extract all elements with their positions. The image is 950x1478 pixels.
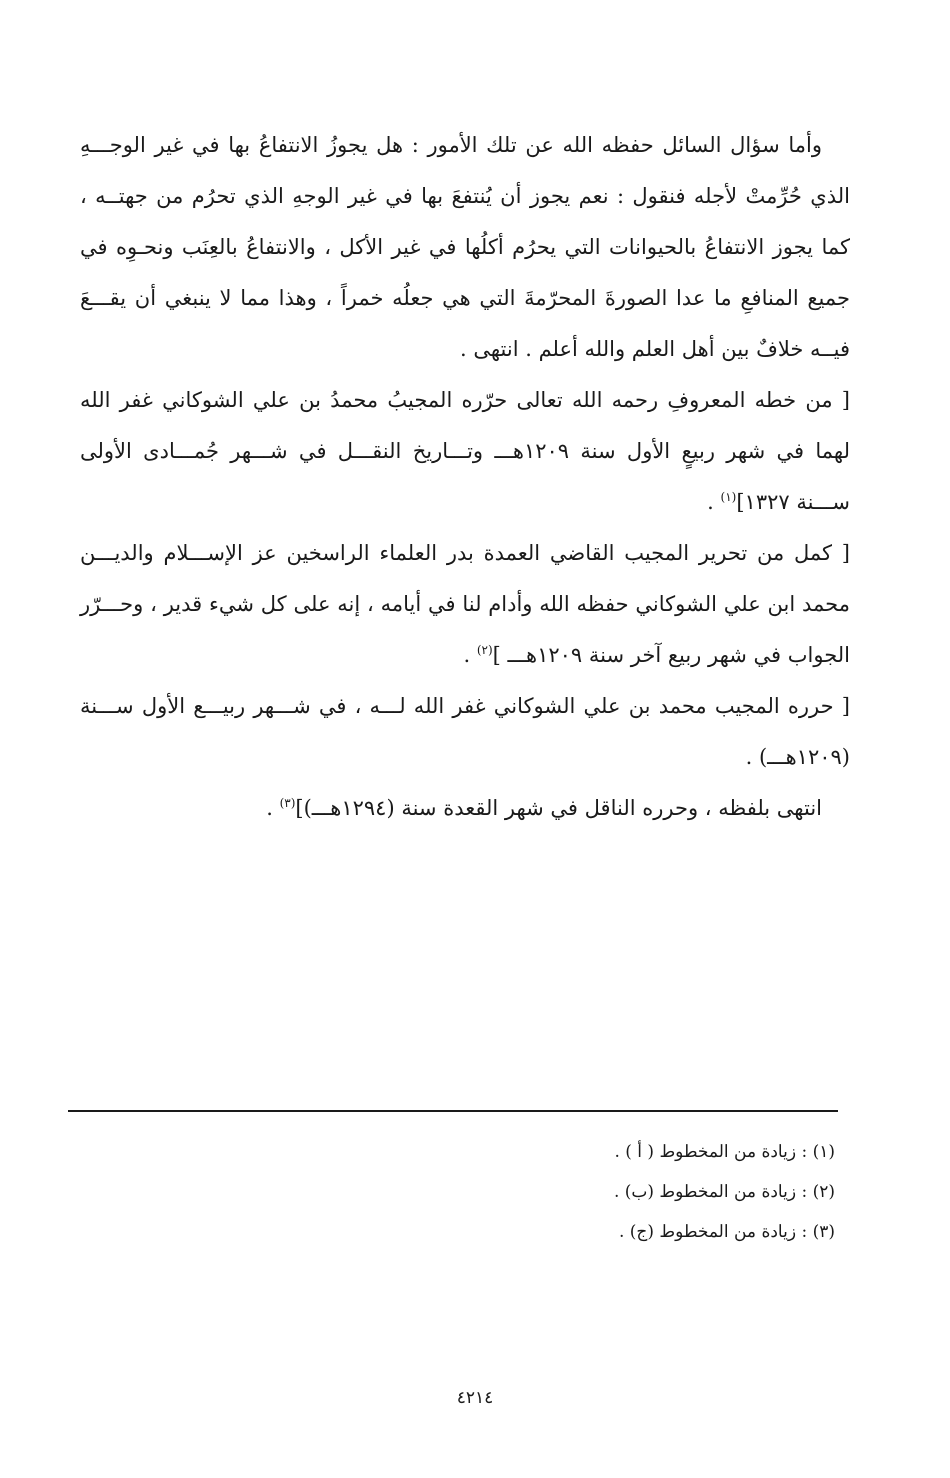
footnote-3: (٣) : زيادة من المخطوط (ج) .: [618, 1222, 835, 1242]
closing-text: انتهى بلفظه ، وحرره الناقل في شهر القعدة سنة (١٢٩٤هـــ)]: [295, 796, 822, 820]
source-note-1-period: .: [707, 490, 721, 514]
page-number: ٤٢١٤: [456, 1388, 494, 1408]
source-note-2-period: .: [463, 643, 477, 667]
closing-period: .: [266, 796, 280, 820]
footnote-ref-3[interactable]: (٣): [279, 796, 296, 810]
paragraph-source-note-3: [80, 681, 850, 783]
paragraph-answer-text: وأما سؤال السائل حفظه الله عن تلك الأمور : هل يجوزُ الانتفاعُ بها في غير الوجـــهِ الذي حُرِّمتْ لأجله فنقول : نعم يجوز أن يُنتفعَ بها في غير الوجهِ الذي تحرُم من جهتــه ، كما يجوز الانتفاعُ بالحيوانات التي يحرُم أكلُها في غير الأكل ، والانتفاعُ بالعِنَب ونحـوِه في جميع المنافعِ ما عدا الصورةَ المحرّمةَ التي هي جعلُه خمراً ، وهذا مما لا ينبغي أن يقـــعَ فيــه خلافٌ بين أهل العلم والله أعلم . انتهى .: [80, 133, 850, 361]
footnote-separator: [68, 1110, 838, 1112]
paragraph-source-note-2: [80, 528, 850, 681]
footnote-ref-1[interactable]: (١): [720, 490, 737, 504]
footnote-1: (١) : زيادة من المخطوط ( أ ) .: [614, 1142, 835, 1162]
paragraph-closing: [80, 783, 850, 834]
paragraph-answer: [80, 120, 850, 375]
source-note-2-text: [ كمل من تحرير المجيب القاضي العمدة بدر العلماء الراسخين عز الإســـلام والديـــن محمد ابن علي الشوكاني حفظه الله وأدام لنا في أيامه ، إنه على كل شيء قدير ، وحـــرّر الجواب في شهر ربيع آخر سنة ١٢٠٩هـــ ]: [80, 541, 850, 667]
main-text: [80, 120, 850, 834]
source-note-1-text: [ من خطه المعروفِ رحمه الله تعالى حرّره المجيبُ محمدُ بن علي الشوكاني غفر الله لهما في شهر ربيعٍ الأول سنة ١٢٠٩هـــ وتـــاريخ النقـــل في شـــهر جُمـــادى الأولى ســـنة ١٣٢٧]: [80, 388, 850, 514]
source-note-3-text: [ حرره المجيب محمد بن علي الشوكاني غفر الله لـــه ، في شـــهر ربيـــع الأول ســـنة (١٢٠٩هـــ) .: [80, 694, 850, 769]
footnote-ref-2[interactable]: (٢): [476, 643, 493, 657]
footnote-2: (٢) : زيادة من المخطوط (ب) .: [613, 1182, 835, 1202]
paragraph-source-note-1: [80, 375, 850, 528]
footnotes: [135, 1132, 835, 1252]
